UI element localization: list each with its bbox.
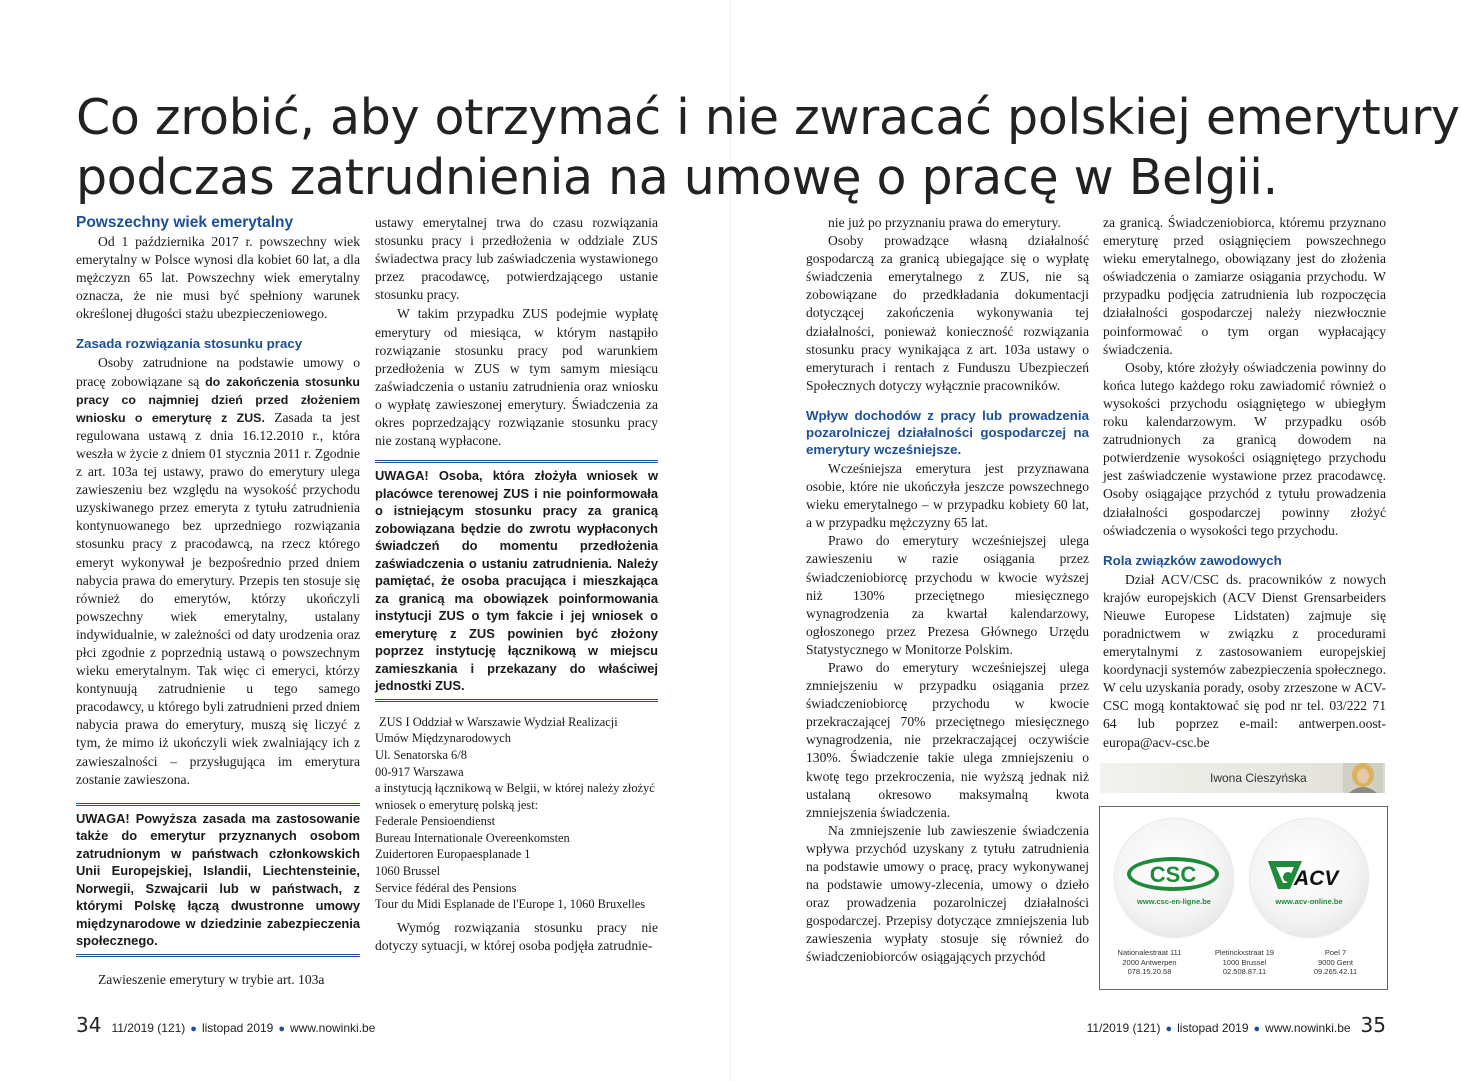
paragraph: nie już po przyznaniu prawa do emerytury. [828, 215, 1061, 230]
article-title [76, 88, 1460, 208]
address-line: 1060 Brussel [375, 864, 441, 879]
paragraph: za granicą. Świadczeniobiorca, któremu przyznano emeryturę przed osiągnięciem powszechnego wieku emerytalnego, obowiązany jest do złożenia oświadczenia o zamiarze osiągania przychodu. W przypadku podjęcia zatrudnienia lub rozpoczęcia działalności gospodarczej należy niezwłocznie poinformować o tym organ wypłacający świadczenia. [1103, 215, 1386, 357]
paragraph: Dział ACV/CSC ds. pracowników z nowych krajów europejskich (ACV Dienst Grensarbeiders Nieuwe Europese Lidstaten) zajmuje się poradnictwem w związku z procedurami emerytalnymi z zastosowaniem europejskiej koordynacji systemów zabezpieczenia społecznego. W celu uzyskania porady, osoby zrzeszone w ACV-CSC mogą kontaktować się pod nr tel. 03/222 71 64 lub poprzez e-mail: antwerpen.oost-europa@acv-csc.be [1103, 571, 1386, 750]
paragraph-text: Zasada ta jest regulowana ustawą z dnia 16.12.2010 r., która weszła w życie z dniem 01 stycznia 2011 r. Zgodnie z art. 103a tej ustawy, prawo do emerytury ulega zawieszeniu bez względu na wysokość przychodu uzyskiwanego przez emeryta z tytułu zatrudnienia kontynuowanego bez uprzedniego rozwiązania stosunku pracy z pracodawcą, na rzecz którego emeryt wykonywał je bezpośrednio przed dniem nabycia prawa do emerytury. Przepis ten stosuje się również do emerytów, którzy ukończyli powszechny wiek emerytalny, ustalany indywidualnie, w zależności od daty urodzenia oraz płci zgodnie z poprzednią ustawą o powszechnym wieku emerytalnym. Tak więc ci emeryci, którzy kontynuują zatrudnienie u tego samego pracodawcy, u którego byli zatrudnieni przed dniem nabycia prawa do emerytury, muszą się liczyć z tym, że mimo iż ukończyli wiek zwalniający ich z zawieszalności – przysługująca im emerytura zostanie zawieszona. [76, 409, 360, 787]
paragraph: Prawo do emerytury wcześniejszej ulega zmniejszeniu w przypadku osiągania przez świadczeniobiorcę przychodu w kwocie przekraczającej 70% przeciętnego miesięcznego wynagrodzenia, nie przekraczającej oczywiście 130%. Świadczenie takie ulega zmniejszeniu o kwotę tego przekroczenia, nie wyższą jednak niż ustalaną okresowo maksymalną kwota zmniejszenia świadczenia. [806, 659, 1089, 820]
address-line: Tour du Midi Esplanade de l'Europe 1, 1060 Bruxelles [375, 897, 646, 912]
address-line: wniosek o emeryturę polską jest: [375, 797, 539, 812]
author-signature [1100, 763, 1385, 793]
column-1 [76, 213, 360, 989]
office-city: 9000 Gent [1317, 957, 1354, 967]
title-line-1: Co zrobić, aby otrzymać i nie zwracać polskiej emerytury [76, 89, 1460, 146]
acv-logo-text: ACV [1294, 867, 1339, 890]
office-street: Pletinckxstraat 19 [1214, 948, 1275, 957]
address-line: Service fédéral des Pensions [375, 880, 517, 895]
footer-left [76, 1013, 375, 1037]
paragraph: Od 1 października 2017 r. powszechny wiek emerytalny w Polsce wynosi dla kobiet 60 lat, a dla mężczyzn 65 lat. Powszechny wiek emerytalny oznacza, że nie musi być spełniony warunek określonej długości stażu ubezpieczeniowego. [76, 234, 360, 322]
website-link[interactable]: www.nowinki.be [290, 1021, 376, 1035]
paragraph: Wcześniejsza emerytura jest przyznawana osobie, które nie ukończyła jeszcze powszechnego wieku emerytalnego – w przypadku kobiety 60 lat, a w przypadku mężczyzny 65 lat. [806, 460, 1089, 531]
section-heading: Wpływ dochodów z pracy lub prowadzenia pozarolniczej działalności gospodarczej na emerytury wcześniejsze. [806, 407, 1089, 457]
paragraph: Wymóg rozwiązania stosunku pracy nie dotyczy sytuacji, w której osoba podjęła zatrudnie- [375, 919, 658, 953]
union-advert [1099, 806, 1388, 990]
author-name: Iwona Cieszyńska [1210, 771, 1307, 785]
page-number: 34 [76, 1013, 102, 1037]
csc-logo-mark: CSC [1127, 857, 1219, 891]
notice-box [375, 460, 658, 702]
address-line: Zuidertoren Europaesplanade 1 [375, 847, 531, 862]
bullet-dot-icon: ● [1253, 1023, 1261, 1035]
bullet-dot-icon: ● [278, 1023, 285, 1035]
paragraph-text: Osoby zatrudnione na podstawie umowy o pracę zobowiązane są [76, 355, 360, 389]
office-phone: 09.265.42.11 [1313, 967, 1358, 977]
column-4 [1103, 214, 1386, 752]
office-address [1197, 948, 1292, 977]
paragraph: W takim przypadku ZUS podejmie wypłatę emerytury od miesiąca, w którym nastąpiło rozwiązanie stosunku pracy pod warunkiem przedłożenia w ZUS w tym samym miesiącu zaświadczenia o ustaniu zatrudnienia oraz wniosku o wypłatę zawieszonej emerytury. Świadczenia za okres poprzedzający rozwiązanie stosunku pracy nie zostaną wypłacone. [375, 306, 658, 449]
office-phone: 02.508.87.11 [1222, 967, 1267, 977]
paragraph: Osoby, które złożyły oświadczenia powinny do końca lutego każdego roku zawiadomić również o wysokości przychodu osiągniętego w ubiegłym roku kalendarzowym. W przypadku osób zatrudnionych za granicą dowodem na potwierdzenie wysokości osiągniętego przychodu jest zaświadczenie wystawione przez pracodawcę. Osoby osiągające przychód z tytułu prowadzenia działalności gospodarczej powinny złożyć oświadczenia o wysokości tego przychodu. [1103, 359, 1386, 538]
office-phone: 078.15.20.58 [1127, 967, 1172, 977]
paragraph [76, 354, 360, 788]
page-number: 35 [1360, 1013, 1386, 1037]
office-street: Nationalestraat 111 [1117, 948, 1182, 957]
csc-url: www.csc-en-ligne.be [1137, 897, 1211, 906]
notice-box [76, 803, 360, 957]
bullet-dot-icon: ● [1165, 1023, 1173, 1035]
address-line: Umów Międzynarodowych [375, 731, 511, 746]
acv-url: www.acv-online.be [1275, 897, 1343, 906]
column-2 [375, 214, 658, 955]
address-line: Federale Pensioendienst [375, 814, 496, 829]
footer-right [1087, 1013, 1386, 1037]
notice-text: UWAGA! Powyższa zasada ma zastosowanie także do emerytur przyznanych osobom zatrudnionym w państwach członkowskich Unii Europejskiej, Islandii, Liechtensteinie, Norwegii, Szwajcarii lub w państwach, z którymi Polskę łączą dwustronne umowy międzynarodowe w dziedzinie zabezpieczenia społecznego. [76, 810, 360, 949]
column-3 [806, 214, 1089, 967]
address-line: Ul. Senatorska 6/8 [375, 747, 467, 762]
office-city: 1000 Brussel [1222, 957, 1267, 967]
title-line-2: podczas zatrudnienia na umowę o pracę w Belgii. [76, 149, 1278, 206]
paragraph: ustawy emerytalnej trwa do czasu rozwiązania stosunku pracy i przedłożenia w oddziale ZUS świadectwa pracy lub zaświadczenia wystawionego przez pracodawcę, potwierdzającego ustanie stosunku pracy. [375, 215, 658, 303]
office-address [1288, 948, 1383, 977]
address-line: Bureau Internationale Overeenkomsten [375, 830, 570, 845]
emphasis-text: do zakończenia stosunku pracy co najmniej dzień przed złożeniem wniosku o emeryturę z ZUS. [76, 374, 360, 425]
bullet-dot-icon: ● [190, 1023, 197, 1035]
paragraph: Prawo do emerytury wcześniejszej ulega zawieszeniu w razie osiągania przez świadczeniobiorcę przychodu w kwocie wyższej niż 130% przeciętnego miesięcznego wynagrodzenia za kwartał kalendarzowy, ogłoszonego przez Prezesa Głównego Urzędu Statystycznego w Monitorze Polskim. [806, 533, 1089, 657]
author-photo [1343, 763, 1383, 793]
csc-logo [1115, 819, 1233, 937]
issue-month: listopad 2019 [201, 1021, 274, 1035]
paragraph: Zawieszenie emerytury w trybie art. 103a [98, 971, 325, 987]
office-city: 2000 Antwerpen [1122, 957, 1177, 967]
address-line: a instytucją łącznikową w Belgii, w której należy złożyć [375, 781, 655, 796]
address-block [375, 714, 658, 913]
issue-number: 11/2019 (121) [1086, 1021, 1161, 1035]
address-line: 00-917 Warszawa [375, 764, 464, 779]
office-address [1102, 948, 1197, 977]
issue-number: 11/2019 (121) [111, 1021, 186, 1035]
issue-month: listopad 2019 [1177, 1021, 1249, 1035]
address-line: ZUS I Oddział w Warszawie Wydział Realizacji [379, 714, 618, 729]
acv-logo [1250, 819, 1368, 937]
section-heading: Rola związków zawodowych [1103, 552, 1282, 568]
section-heading: Powszechny wiek emerytalny [76, 214, 294, 231]
website-link[interactable]: www.nowinki.be [1265, 1021, 1351, 1035]
section-heading: Zasada rozwiązania stosunku pracy [76, 336, 303, 352]
notice-text: UWAGA! Osoba, która złożyła wniosek w placówce terenowej ZUS i nie poinformowała o istniejącym stosunku pracy za granicą zobowiązana będzie do zwrotu wypłaconych świadczeń do momentu przedłożenia zaświadczenia o ustaniu zatrudnienia. Należy pamiętać, że osoba pracująca i mieszkająca za granicą ma obowiązek poinformowania instytucji ZUS o tym fakcie i jej wniosek o emeryturę z ZUS powinien być złożony poprzez instytucję łącznikową w miejscu zamieszkania i przekazany do właściwej jednostki ZUS. [375, 468, 658, 694]
paragraph: Osoby prowadzące własną działalność gospodarczą za granicą ubiegające się o wypłatę świadczenia emerytalnego z ZUS, nie są zobowiązane do przedkładania dokumentacji dotyczącej zakończenia wykonywania tej działalności, ponieważ konieczność rozwiązania stosunku pracy wynikająca z art. 103a ustawy o emeryturach i rentach z Funduszu Ubezpieczeń Społecznych dotyczy wyłącznie pracowników. [806, 233, 1089, 393]
paragraph: Na zmniejszenie lub zawieszenie świadczenia wpływa przychód uzyskany z tytułu zatrudnienia na podstawie umowy o pracę, pracy wykonywanej na podstawie umowy-zlecenia, umowy o dzieło oraz prowadzenia pozarolniczej działalności gospodarczej. Przepisy dotyczące zmniejszenia lub zawieszenia wypłaty stosuje się również do świadczeniobiorców osiągających przychód [806, 822, 1089, 965]
office-street: Poel 7 [1324, 948, 1347, 957]
